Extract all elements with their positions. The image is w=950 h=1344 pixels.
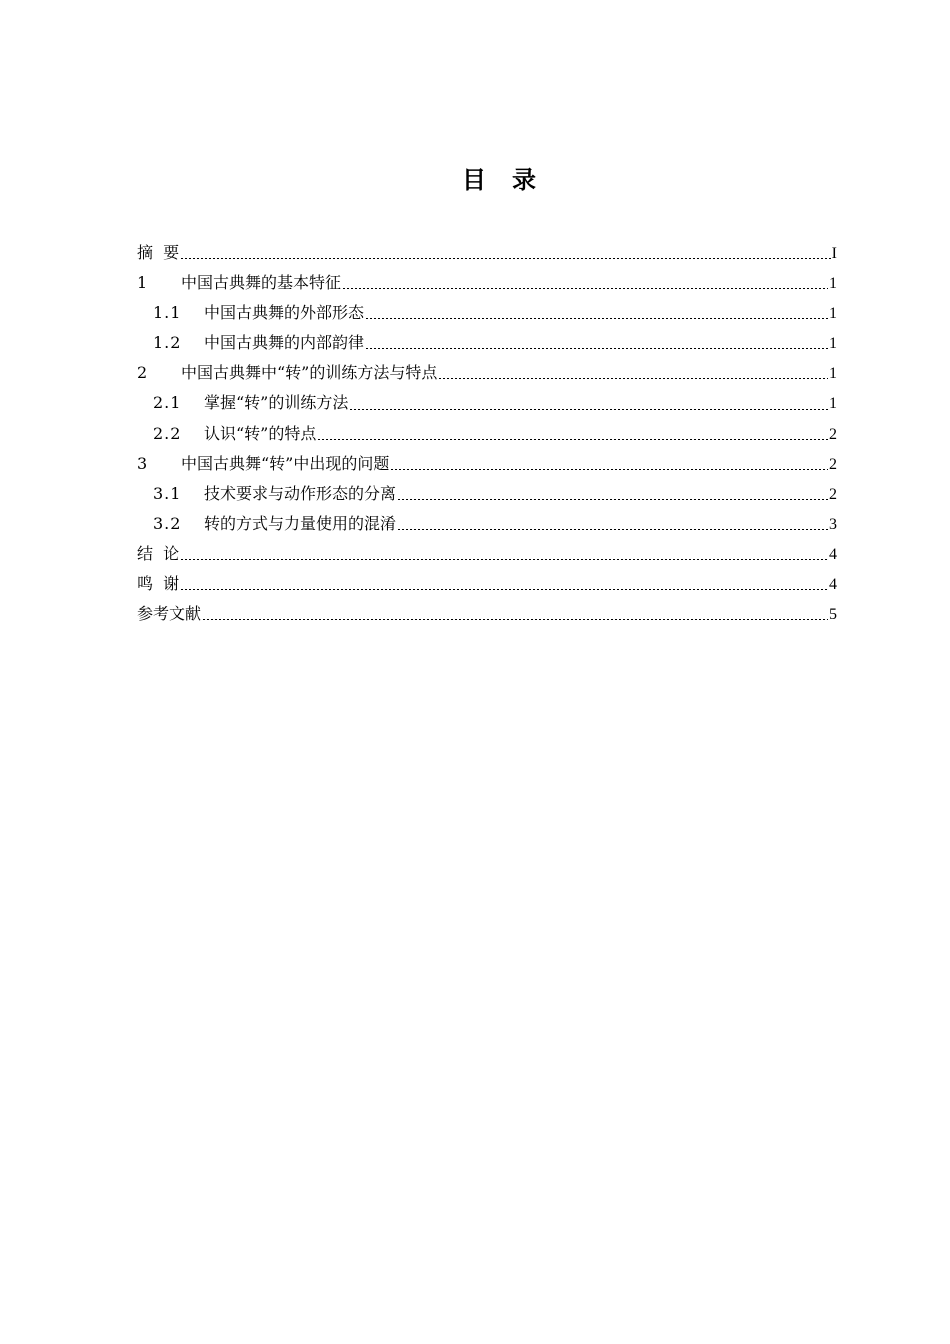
toc-entry-number: 2.2 xyxy=(153,423,182,443)
toc-leader-dots xyxy=(180,589,828,590)
toc-entry-3-2[interactable] xyxy=(137,509,837,539)
toc-entry-abstract[interactable] xyxy=(137,238,837,268)
toc-entry-number: 1 xyxy=(137,273,148,293)
toc-entry-1[interactable] xyxy=(137,268,837,298)
toc-page-number: 5 xyxy=(829,606,837,624)
toc-leader-dots xyxy=(438,378,828,379)
toc-title-char-1: 目 xyxy=(462,166,486,194)
toc-entry-text: 中国古典舞的基本特征 xyxy=(181,273,342,293)
toc-entry-references[interactable] xyxy=(137,599,837,629)
toc-title-char-2: 录 xyxy=(512,166,536,194)
toc-entry-1-2[interactable] xyxy=(137,328,837,358)
toc-leader-dots xyxy=(349,409,828,410)
toc-leader-dots xyxy=(397,499,828,500)
toc-leader-dots xyxy=(180,559,828,560)
toc-entry-text: 中国古典舞的内部韵律 xyxy=(204,333,365,353)
toc-entry-number: 1.2 xyxy=(153,333,182,353)
toc-leader-dots xyxy=(397,529,828,530)
toc-entry-2-2[interactable] xyxy=(137,419,837,449)
toc-entry-text: 中国古典舞中“转”的训练方法与特点 xyxy=(181,363,438,383)
toc-entry-text: 中国古典舞的外部形态 xyxy=(204,303,365,323)
toc-entry-number: 3.2 xyxy=(153,513,182,533)
toc-entry-1-1[interactable] xyxy=(137,298,837,328)
toc-entry-number: 1.1 xyxy=(153,303,182,323)
toc-page-number: 1 xyxy=(829,275,837,293)
toc-entry-3[interactable] xyxy=(137,449,837,479)
toc-entry-conclusion[interactable] xyxy=(137,539,837,569)
toc-entry-3-1[interactable] xyxy=(137,479,837,509)
toc-entry-text: 中国古典舞“转”中出现的问题 xyxy=(181,453,390,473)
toc-entry-number: 3 xyxy=(137,453,148,473)
toc-page-number: 4 xyxy=(829,576,837,594)
toc-entry-number: 3.1 xyxy=(153,483,182,503)
toc-entry-text: 参考文献 xyxy=(137,604,202,624)
toc-entry-text: 转的方式与力量使用的混淆 xyxy=(204,513,397,533)
toc-entry-text: 鸣 谢 xyxy=(137,574,180,594)
toc-entry-acknowledgements[interactable] xyxy=(137,569,837,599)
toc-entry-number: 2.1 xyxy=(153,393,182,413)
toc-entry-number: 2 xyxy=(137,363,148,383)
toc-page-number: 2 xyxy=(829,425,837,443)
toc-leader-dots xyxy=(317,439,828,440)
toc-list xyxy=(137,238,837,629)
toc-page-number: 1 xyxy=(829,365,837,383)
toc-entry-2[interactable] xyxy=(137,358,837,388)
toc-entry-text: 摘 要 xyxy=(137,243,180,262)
toc-entry-text: 技术要求与动作形态的分离 xyxy=(204,483,397,503)
toc-page-number: 1 xyxy=(829,305,837,323)
toc-page-number: 2 xyxy=(829,485,837,503)
toc-leader-dots xyxy=(390,469,828,470)
toc-page-number: 2 xyxy=(829,455,837,473)
toc-page-number: 1 xyxy=(829,395,837,413)
toc-leader-dots xyxy=(365,318,828,319)
toc-page-number: 4 xyxy=(829,545,837,563)
toc-leader-dots xyxy=(202,619,828,620)
toc-leader-dots xyxy=(342,288,828,289)
toc-entry-text: 认识“转”的特点 xyxy=(204,423,317,443)
toc-entry-text: 掌握“转”的训练方法 xyxy=(204,393,349,413)
toc-leader-dots xyxy=(180,258,830,259)
toc-entry-2-1[interactable] xyxy=(137,388,837,418)
toc-leader-dots xyxy=(365,348,828,349)
toc-title xyxy=(0,160,950,195)
toc-page-number: I xyxy=(831,245,837,262)
toc-page-number: 1 xyxy=(829,335,837,353)
toc-entry-text: 结 论 xyxy=(137,543,180,563)
toc-page-number: 3 xyxy=(829,515,837,533)
